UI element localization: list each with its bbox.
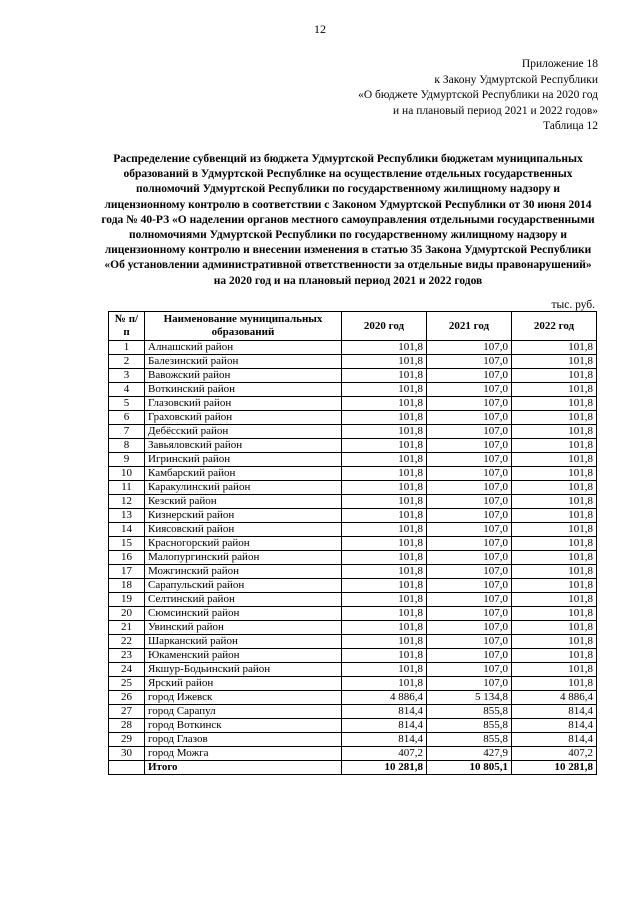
table-row — [109, 649, 597, 663]
value-2020: 101,8 — [342, 467, 427, 481]
municipality-name: город Ижевск — [145, 691, 342, 705]
appendix-header — [358, 57, 598, 135]
municipality-name: Якшур-Бодьинский район — [145, 663, 342, 677]
municipality-name: Алнашский район — [145, 341, 342, 355]
total-municipality-name: Итого — [145, 761, 342, 775]
table-row — [109, 341, 597, 355]
value-2020: 101,8 — [342, 593, 427, 607]
municipality-name: Киясовский район — [145, 523, 342, 537]
value-2020: 101,8 — [342, 383, 427, 397]
table-row — [109, 439, 597, 453]
value-2020: 101,8 — [342, 607, 427, 621]
row-number: 1 — [109, 341, 145, 355]
value-2020: 101,8 — [342, 397, 427, 411]
value-2020: 101,8 — [342, 439, 427, 453]
table-row — [109, 663, 597, 677]
value-2020: 101,8 — [342, 495, 427, 509]
municipality-name: Граховский район — [145, 411, 342, 425]
header-2021: 2021 год — [427, 312, 512, 341]
value-2022: 101,8 — [512, 649, 597, 663]
table-row — [109, 467, 597, 481]
row-number: 9 — [109, 453, 145, 467]
table-row — [109, 747, 597, 761]
value-2022: 101,8 — [512, 593, 597, 607]
row-number: 28 — [109, 719, 145, 733]
table-row — [109, 705, 597, 719]
table-row — [109, 593, 597, 607]
value-2020: 101,8 — [342, 621, 427, 635]
value-2021: 107,0 — [427, 341, 512, 355]
value-2020: 101,8 — [342, 565, 427, 579]
municipality-name: Кизнерский район — [145, 509, 342, 523]
value-2022: 101,8 — [512, 355, 597, 369]
municipality-name: Балезинский район — [145, 355, 342, 369]
value-2022: 101,8 — [512, 383, 597, 397]
row-number: 13 — [109, 509, 145, 523]
table-row — [109, 453, 597, 467]
table-row — [109, 677, 597, 691]
value-2020: 814,4 — [342, 719, 427, 733]
municipality-name: Кезский район — [145, 495, 342, 509]
value-2021: 107,0 — [427, 537, 512, 551]
value-2020: 4 886,4 — [342, 691, 427, 705]
value-2022: 101,8 — [512, 481, 597, 495]
row-number: 12 — [109, 495, 145, 509]
value-2021: 107,0 — [427, 635, 512, 649]
row-number: 11 — [109, 481, 145, 495]
value-2021: 107,0 — [427, 565, 512, 579]
municipality-name: город Можга — [145, 747, 342, 761]
value-2021: 427,9 — [427, 747, 512, 761]
total-value-2022: 10 281,8 — [512, 761, 597, 775]
value-2021: 107,0 — [427, 649, 512, 663]
value-2020: 101,8 — [342, 341, 427, 355]
municipality-name: Каракулинский район — [145, 481, 342, 495]
row-number: 30 — [109, 747, 145, 761]
value-2022: 101,8 — [512, 607, 597, 621]
municipality-name: Завьяловский район — [145, 439, 342, 453]
table-row — [109, 411, 597, 425]
value-2022: 101,8 — [512, 397, 597, 411]
value-2021: 107,0 — [427, 369, 512, 383]
municipality-name: Можгинский район — [145, 565, 342, 579]
municipality-name: Юкаменский район — [145, 649, 342, 663]
municipality-name: Глазовский район — [145, 397, 342, 411]
table-row — [109, 551, 597, 565]
row-number: 23 — [109, 649, 145, 663]
value-2022: 814,4 — [512, 733, 597, 747]
row-number: 8 — [109, 439, 145, 453]
municipality-name: Шарканский район — [145, 635, 342, 649]
table-row — [109, 383, 597, 397]
value-2020: 101,8 — [342, 481, 427, 495]
value-2020: 101,8 — [342, 649, 427, 663]
page-number: 12 — [314, 22, 326, 36]
value-2022: 407,2 — [512, 747, 597, 761]
row-number: 18 — [109, 579, 145, 593]
value-2020: 101,8 — [342, 411, 427, 425]
total-row — [109, 761, 597, 775]
value-2020: 101,8 — [342, 677, 427, 691]
row-number: 24 — [109, 663, 145, 677]
value-2021: 5 134,8 — [427, 691, 512, 705]
municipality-name: Ярский район — [145, 677, 342, 691]
row-number: 14 — [109, 523, 145, 537]
total-row-number — [109, 761, 145, 775]
table-label: Таблица 12 — [543, 120, 598, 132]
value-2020: 101,8 — [342, 523, 427, 537]
row-number: 22 — [109, 635, 145, 649]
value-2022: 101,8 — [512, 565, 597, 579]
table-row — [109, 691, 597, 705]
value-2022: 101,8 — [512, 551, 597, 565]
municipality-name: Дебёсский район — [145, 425, 342, 439]
value-2022: 101,8 — [512, 621, 597, 635]
value-2022: 101,8 — [512, 369, 597, 383]
header-name: Наименование муниципальных образований — [145, 312, 342, 341]
value-2022: 814,4 — [512, 719, 597, 733]
total-value-2021: 10 805,1 — [427, 761, 512, 775]
value-2022: 101,8 — [512, 411, 597, 425]
row-number: 17 — [109, 565, 145, 579]
units-label: тыс. руб. — [551, 299, 595, 311]
municipality-name: Камбарский район — [145, 467, 342, 481]
value-2020: 101,8 — [342, 425, 427, 439]
table-row — [109, 397, 597, 411]
table-row — [109, 355, 597, 369]
row-number: 10 — [109, 467, 145, 481]
table-row — [109, 523, 597, 537]
value-2020: 101,8 — [342, 537, 427, 551]
value-2021: 107,0 — [427, 621, 512, 635]
row-number: 3 — [109, 369, 145, 383]
table-row — [109, 495, 597, 509]
value-2021: 107,0 — [427, 439, 512, 453]
value-2022: 101,8 — [512, 495, 597, 509]
value-2020: 101,8 — [342, 369, 427, 383]
header-num: № п/п — [109, 312, 145, 341]
total-value-2020: 10 281,8 — [342, 761, 427, 775]
row-number: 6 — [109, 411, 145, 425]
value-2021: 107,0 — [427, 453, 512, 467]
value-2020: 101,8 — [342, 551, 427, 565]
municipality-name: город Воткинск — [145, 719, 342, 733]
value-2022: 4 886,4 — [512, 691, 597, 705]
table-row — [109, 719, 597, 733]
value-2022: 101,8 — [512, 677, 597, 691]
document-title: Распределение субвенций из бюджета Удмуртской Республики бюджетам муниципальных образований в Удмуртской Республике на осуществление отдельных государственных полномочий Удмуртской Республики по государственному жилищному надзору и лицензионному контролю в соответствии с Законом Удмуртской Республики от 30 июня 2014 года № 40-РЗ «О наделении органов местного самоуправления отдельными государственными полномочиями Удмуртской Республики по государственному жилищному надзору и лицензионному контролю и внесении изменения в статью 35 Закона Удмуртской Республики «Об установлении административной ответственности за отдельные виды правонарушений» на 2020 год и на плановый период 2021 и 2022 годов — [101, 153, 595, 287]
row-number: 2 — [109, 355, 145, 369]
appendix-line-4: и на плановый период 2021 и 2022 годов» — [393, 104, 598, 117]
value-2020: 101,8 — [342, 663, 427, 677]
value-2022: 101,8 — [512, 341, 597, 355]
value-2020: 814,4 — [342, 705, 427, 719]
value-2022: 101,8 — [512, 509, 597, 523]
table-row — [109, 425, 597, 439]
row-number: 19 — [109, 593, 145, 607]
table-row — [109, 621, 597, 635]
value-2021: 107,0 — [427, 411, 512, 425]
value-2022: 101,8 — [512, 453, 597, 467]
table-row — [109, 565, 597, 579]
municipality-name: Сюмсинский район — [145, 607, 342, 621]
value-2021: 107,0 — [427, 607, 512, 621]
municipality-name: город Сарапул — [145, 705, 342, 719]
value-2022: 101,8 — [512, 635, 597, 649]
table-row — [109, 579, 597, 593]
value-2021: 107,0 — [427, 551, 512, 565]
appendix-line-1: Приложение 18 — [521, 58, 598, 70]
value-2021: 107,0 — [427, 509, 512, 523]
value-2020: 101,8 — [342, 355, 427, 369]
value-2021: 107,0 — [427, 593, 512, 607]
value-2022: 101,8 — [512, 523, 597, 537]
value-2020: 814,4 — [342, 733, 427, 747]
value-2022: 101,8 — [512, 425, 597, 439]
value-2021: 107,0 — [427, 397, 512, 411]
row-number: 27 — [109, 705, 145, 719]
value-2021: 107,0 — [427, 467, 512, 481]
row-number: 5 — [109, 397, 145, 411]
municipality-name: Селтинский район — [145, 593, 342, 607]
value-2022: 101,8 — [512, 663, 597, 677]
value-2022: 101,8 — [512, 439, 597, 453]
row-number: 21 — [109, 621, 145, 635]
table-body — [109, 341, 597, 775]
table-row — [109, 733, 597, 747]
appendix-line-2: к Закону Удмуртской Республики — [434, 73, 598, 86]
municipality-name: Увинский район — [145, 621, 342, 635]
value-2021: 107,0 — [427, 495, 512, 509]
row-number: 7 — [109, 425, 145, 439]
value-2021: 107,0 — [427, 663, 512, 677]
table-row — [109, 537, 597, 551]
header-2022: 2022 год — [512, 312, 597, 341]
header-2020: 2020 год — [342, 312, 427, 341]
table-row — [109, 369, 597, 383]
value-2021: 107,0 — [427, 355, 512, 369]
value-2021: 855,8 — [427, 705, 512, 719]
table-row — [109, 509, 597, 523]
row-number: 25 — [109, 677, 145, 691]
value-2020: 101,8 — [342, 453, 427, 467]
table-row — [109, 481, 597, 495]
value-2021: 107,0 — [427, 481, 512, 495]
value-2020: 101,8 — [342, 509, 427, 523]
subventions-table — [108, 311, 597, 775]
value-2020: 101,8 — [342, 635, 427, 649]
municipality-name: Малопургинский район — [145, 551, 342, 565]
value-2021: 855,8 — [427, 733, 512, 747]
municipality-name: Вавожский район — [145, 369, 342, 383]
row-number: 26 — [109, 691, 145, 705]
value-2020: 407,2 — [342, 747, 427, 761]
value-2021: 107,0 — [427, 523, 512, 537]
value-2022: 101,8 — [512, 537, 597, 551]
appendix-line-3: «О бюджете Удмуртской Республики на 2020 год — [358, 89, 598, 101]
table-row — [109, 607, 597, 621]
row-number: 4 — [109, 383, 145, 397]
municipality-name: Красногорский район — [145, 537, 342, 551]
value-2022: 101,8 — [512, 579, 597, 593]
value-2022: 101,8 — [512, 467, 597, 481]
table-row — [109, 635, 597, 649]
table-header-row — [109, 312, 597, 341]
value-2022: 814,4 — [512, 705, 597, 719]
municipality-name: Игринский район — [145, 453, 342, 467]
value-2021: 855,8 — [427, 719, 512, 733]
municipality-name: Сарапульский район — [145, 579, 342, 593]
value-2021: 107,0 — [427, 425, 512, 439]
row-number: 20 — [109, 607, 145, 621]
municipality-name: Воткинский район — [145, 383, 342, 397]
municipality-name: город Глазов — [145, 733, 342, 747]
value-2021: 107,0 — [427, 383, 512, 397]
value-2021: 107,0 — [427, 579, 512, 593]
value-2021: 107,0 — [427, 677, 512, 691]
value-2020: 101,8 — [342, 579, 427, 593]
row-number: 29 — [109, 733, 145, 747]
row-number: 15 — [109, 537, 145, 551]
row-number: 16 — [109, 551, 145, 565]
